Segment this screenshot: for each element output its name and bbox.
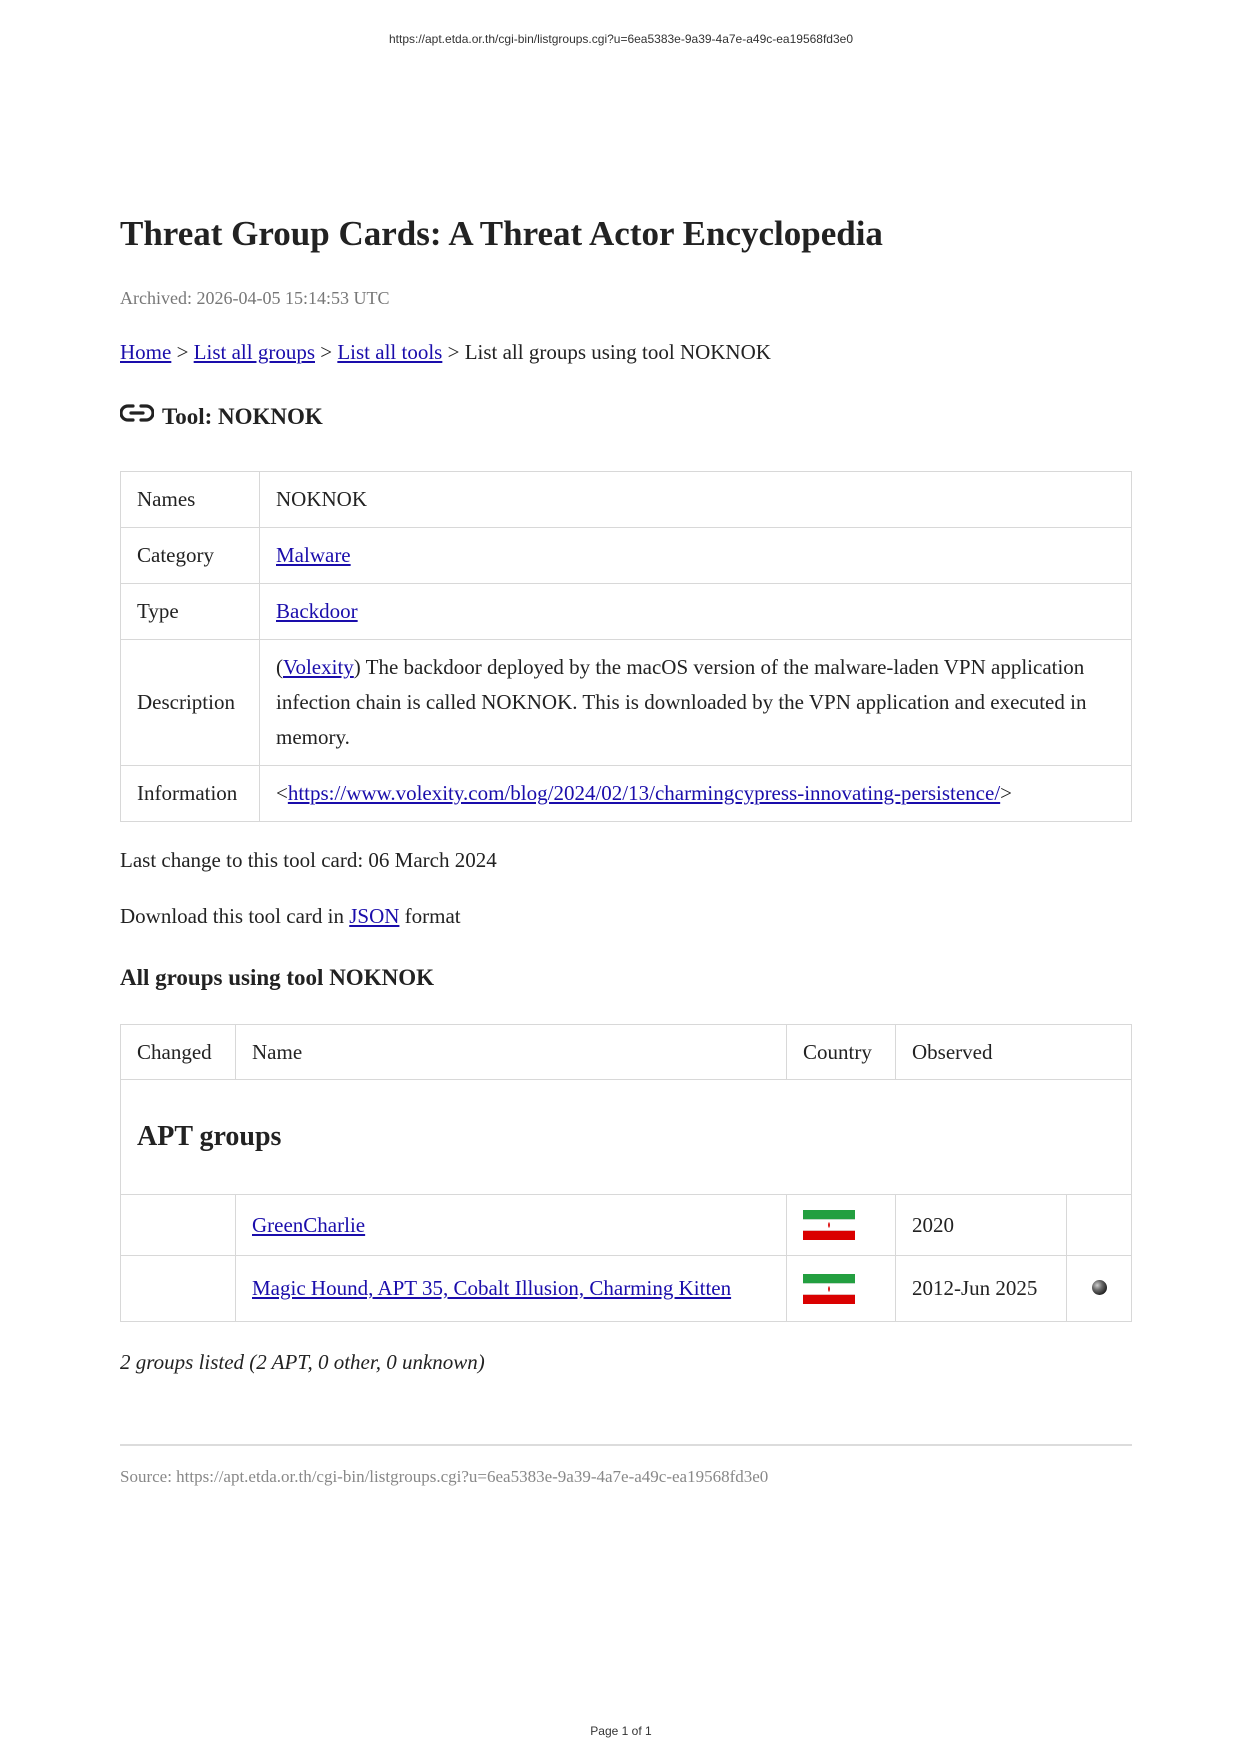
divider (120, 1444, 1132, 1446)
column-header-country: Country (787, 1025, 896, 1080)
link-icon (120, 402, 154, 424)
page-url-header: https://apt.etda.or.th/cgi-bin/listgroups.cgi?u=6ea5383e-9a39-4a7e-a49c-ea19568fd3e0 (388, 32, 853, 46)
section-title-apt-groups: APT groups (121, 1080, 1132, 1195)
source-text: Source: https://apt.etda.or.th/cgi-bin/listgroups.cgi?u=6ea5383e-9a39-4a7e-a49c-ea19568fd3e0 (120, 1467, 769, 1486)
table-row (121, 1195, 1132, 1256)
table-row (121, 766, 1132, 822)
information-gt: > (1000, 781, 1013, 805)
country-cell (787, 1256, 896, 1322)
download-line (120, 904, 461, 929)
breadcrumb-list-tools-link[interactable]: List all tools (337, 340, 443, 364)
information-cell (260, 766, 1132, 822)
tool-info-table (120, 471, 1132, 822)
observed-cell: 2020 (896, 1195, 1067, 1256)
category-cell (260, 528, 1132, 584)
category-label: Category (121, 528, 260, 584)
column-header-observed: Observed (896, 1025, 1132, 1080)
table-row (121, 528, 1132, 584)
names-value: NOKNOK (260, 472, 1132, 528)
download-suffix: format (404, 904, 461, 928)
tool-heading-text: Tool: NOKNOK (162, 404, 323, 429)
names-label: Names (121, 472, 260, 528)
dark-dot-icon (1092, 1280, 1107, 1295)
groups-summary: 2 groups listed (2 APT, 0 other, 0 unknown) (120, 1350, 485, 1374)
page-number: Page 1 of 1 (590, 1724, 652, 1738)
status-cell (1067, 1195, 1132, 1256)
country-cell (787, 1195, 896, 1256)
status-cell (1067, 1256, 1132, 1322)
type-label: Type (121, 584, 260, 640)
page-title: Threat Group Cards: A Threat Actor Encyclopedia (120, 214, 883, 253)
name-cell (236, 1256, 787, 1322)
column-header-name: Name (236, 1025, 787, 1080)
description-paren: ( (276, 655, 283, 679)
last-change-text: Last change to this tool card: 06 March 2024 (120, 848, 497, 872)
table-row (121, 640, 1132, 766)
iran-flag-icon (803, 1274, 855, 1304)
table-row (121, 472, 1132, 528)
group-link-greencharlie[interactable]: GreenCharlie (252, 1212, 366, 1237)
breadcrumb-home-link[interactable]: Home (120, 340, 172, 364)
breadcrumb-separator: > (176, 340, 189, 364)
information-label: Information (121, 766, 260, 822)
tool-heading (120, 402, 323, 430)
breadcrumb-current: List all groups using tool NOKNOK (464, 340, 771, 364)
column-header-changed: Changed (121, 1025, 236, 1080)
description-text: ) The backdoor deployed by the macOS version of the malware-laden VPN application infection chain is called NOKNOK. This is downloaded by the VPN application and executed in memory. (276, 655, 1087, 749)
breadcrumb (120, 340, 771, 365)
download-json-link[interactable]: JSON (349, 904, 400, 928)
table-row (121, 584, 1132, 640)
name-cell (236, 1195, 787, 1256)
description-label: Description (121, 640, 260, 766)
table-row (121, 1256, 1132, 1322)
information-link[interactable]: https://www.volexity.com/blog/2024/02/13/charmingcypress-innovating-persistence/ (287, 781, 1001, 805)
section-row (121, 1080, 1132, 1195)
changed-cell (121, 1256, 236, 1322)
breadcrumb-separator: > (320, 340, 333, 364)
description-cell (260, 640, 1132, 766)
category-malware-link[interactable]: Malware (276, 543, 351, 567)
type-backdoor-link[interactable]: Backdoor (276, 599, 358, 623)
groups-table (120, 1024, 1132, 1322)
groups-heading: All groups using tool NOKNOK (120, 965, 434, 990)
download-prefix: Download this tool card in (120, 904, 344, 928)
table-header-row (121, 1025, 1132, 1080)
iran-flag-icon (803, 1210, 855, 1240)
observed-cell: 2012-Jun 2025 (896, 1256, 1067, 1322)
changed-cell (121, 1195, 236, 1256)
group-link-magic-hound[interactable]: Magic Hound, APT 35, Cobalt Illusion, Charming Kitten (252, 1276, 732, 1300)
type-cell (260, 584, 1132, 640)
description-source-link[interactable]: Volexity (283, 655, 354, 679)
breadcrumb-list-groups-link[interactable]: List all groups (193, 340, 315, 364)
archived-timestamp: Archived: 2026-04-05 15:14:53 UTC (120, 288, 390, 308)
breadcrumb-separator: > (447, 340, 460, 364)
information-lt: < (276, 781, 288, 805)
